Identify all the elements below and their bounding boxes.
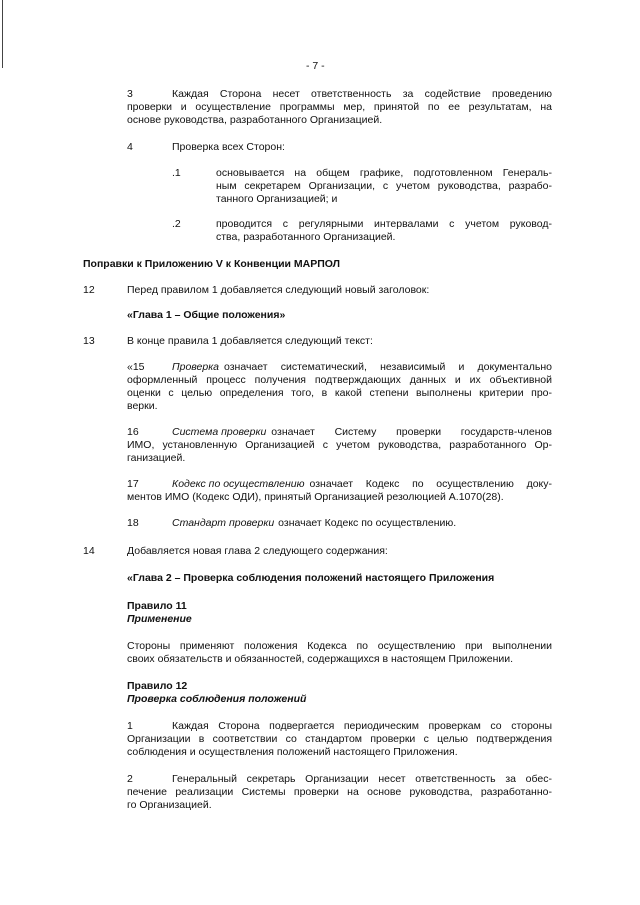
definition-line: оценки с целью определения того, в какой степени выполнены критерии про- (127, 387, 552, 399)
para-line: основе руководства, разработанного Организацией. (127, 114, 383, 126)
definition-line (172, 478, 552, 491)
definition-text: означает Кодекс по осуществлению. (278, 517, 457, 529)
para-line: В конце правила 1 добавляется следующий текст: (127, 335, 373, 347)
sub-line: ства, разработанного Организацией. (216, 231, 396, 243)
definition-text: означает Систему проверки государств-членов (271, 426, 552, 438)
sub-number: .1 (172, 167, 181, 179)
para-line: соблюдения и осуществления положений настоящего Приложения. (127, 746, 458, 758)
chapter-heading: «Глава 2 – Проверка соблюдения положений настоящего Приложения (127, 572, 495, 584)
definition-term: Проверка (172, 361, 220, 373)
para-number: 4 (127, 141, 133, 153)
definition-line: оформленный процесс получения подтверждающих данных и их объективной (127, 374, 552, 386)
para-line: Добавляется новая глава 2 следующего содержания: (127, 545, 388, 557)
para-line: проверки и осуществление программы мер, принятой по ее результатам, на (127, 101, 552, 113)
para-number: 1 (127, 720, 133, 732)
para-number: 2 (127, 773, 133, 785)
para-line: Каждая Сторона несет ответственность за содействие проведению (172, 88, 552, 100)
para-number: 13 (83, 335, 95, 347)
definition-text: означает Кодекс по осуществлению доку- (309, 478, 552, 490)
definition-line: ИМО, установленную Организацией с учетом руководства, разработанного Ор- (127, 439, 552, 451)
sub-number: .2 (172, 218, 181, 230)
para-line: Генеральный секретарь Организации несет ответственность за обес- (172, 773, 552, 785)
regulation-title: Правило 12 (127, 680, 188, 692)
definition-text: означает систематический, независимый и документально (224, 361, 552, 373)
definition-number: «15 (127, 361, 145, 373)
chapter-heading: «Глава 1 – Общие положения» (127, 309, 286, 321)
para-number: 12 (83, 284, 95, 296)
sub-line: проводится с регулярными интервалами с учетом руковод- (216, 218, 552, 230)
definition-number: 16 (127, 426, 139, 438)
sub-line: танного Организацией; и (216, 193, 338, 205)
regulation-subtitle: Проверка соблюдения положений (127, 693, 307, 705)
sub-line: ным секретарем Организации, с учетом руководства, разрабо- (216, 180, 552, 192)
definition-line: ментов ИМО (Кодекс ОДИ), принятый Организацией резолюцией A.1070(28). (127, 491, 504, 503)
definition-term: Система проверки (172, 426, 267, 438)
sub-line: основывается на общем графике, подготовленном Генераль- (216, 167, 552, 179)
section-heading: Поправки к Приложению V к Конвенции МАРПОЛ (83, 258, 341, 270)
page-number: - 7 - (306, 60, 325, 72)
para-line: Проверка всех Сторон: (172, 141, 285, 153)
para-line: печение реализации Системы проверки на основе руководства, разработанно- (127, 786, 552, 798)
definition-line: верки. (127, 400, 158, 412)
para-number: 3 (127, 88, 133, 100)
regulation-title: Правило 11 (127, 600, 187, 612)
definition-term: Стандарт проверки (172, 517, 275, 529)
definition-term: Кодекс по осуществлению (172, 478, 305, 490)
para-number: 14 (83, 545, 95, 557)
para-line: го Организацией. (127, 799, 212, 811)
definition-number: 18 (127, 517, 139, 529)
definition-line (172, 517, 456, 530)
definition-number: 17 (127, 478, 139, 490)
para-line: Организации в соответствии со стандартом проверки с целью подтверждения (127, 733, 552, 745)
regulation-subtitle: Применение (127, 613, 192, 625)
definition-line (172, 361, 552, 374)
para-line: Стороны применяют положения Кодекса по осуществлению при выполнении (127, 640, 552, 652)
para-line: своих обязательств и обязанностей, содержащихся в настоящем Приложении. (127, 653, 514, 665)
para-line: Перед правилом 1 добавляется следующий новый заголовок: (127, 284, 430, 296)
para-line: Каждая Сторона подвергается периодическим проверкам со стороны (172, 720, 552, 732)
page-edge-line (2, 0, 3, 68)
definition-line (172, 426, 552, 439)
definition-line: ганизацией. (127, 452, 186, 464)
